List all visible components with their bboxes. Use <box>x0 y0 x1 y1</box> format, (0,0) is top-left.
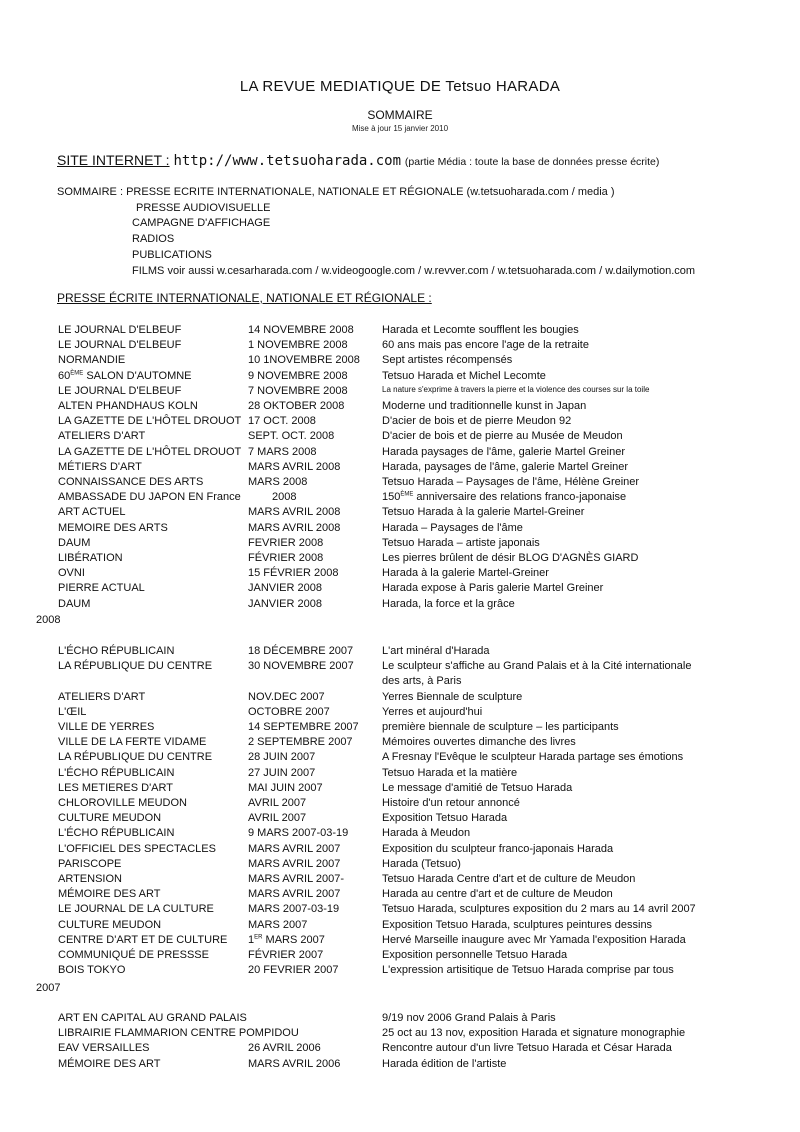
entry-source: L'ÉCHO RÉPUBLICAIN <box>58 645 175 657</box>
entry-source: EAV VERSAILLES <box>58 1042 150 1055</box>
entry-title: Exposition du sculpteur franco-japonais Harada <box>382 842 614 855</box>
entry-date: JANVIER 2008 <box>248 582 322 595</box>
entry-title: Tetsuo Harada, sculptures exposition du 2 mars au 14 avril 2007 <box>382 903 696 916</box>
entry-source: L'OFFICIEL DES SPECTACLES <box>58 842 216 855</box>
entry-source: VILLE DE LA FERTE VIDAME <box>58 736 207 749</box>
entry-source: MÉTIERS D'ART <box>58 460 142 473</box>
entry-title: Tetsuo Harada Centre d'art et de culture de Meudon <box>382 873 636 885</box>
entry-source: ART ACTUEL <box>58 506 126 519</box>
entry-date: 28 JUIN 2007 <box>248 751 316 764</box>
entry-title: Rencontre autour d'un livre Tetsuo Harada et César Harada <box>382 1042 672 1055</box>
entry-title: D'acier de bois et de pierre au Musée de Meudon <box>382 430 623 443</box>
entry-source: LIBRAIRIE FLAMMARION CENTRE POMPIDOU <box>58 1027 299 1040</box>
site-url-link[interactable]: http://www.tetsuoharada.com <box>173 153 402 169</box>
entry-source: PIERRE ACTUAL <box>58 582 145 595</box>
entry-date: SEPT. OCT. 2008 <box>248 430 335 443</box>
entry-source: DAUM <box>58 536 91 549</box>
entry-date: FÉVRIER 2007 <box>248 949 324 961</box>
entry-title: Mémoires ouvertes dimanche des livres <box>382 736 576 749</box>
entry-source: L'ÉCHO RÉPUBLICAIN <box>58 827 175 840</box>
entry-title: Tetsuo Harada et Michel Lecomte <box>382 369 546 382</box>
entry-source: PARISCOPE <box>58 857 122 870</box>
entry-title: Exposition Tetsuo Harada <box>382 812 508 825</box>
entry-date: MARS 2008 <box>248 476 308 488</box>
entry-date: MARS AVRIL 2008 <box>248 460 341 473</box>
entry-date: FEVRIER 2008 <box>248 536 324 549</box>
entry-source: ART EN CAPITAL AU GRAND PALAIS <box>58 1012 247 1024</box>
sommaire-item: PUBLICATIONS <box>132 248 212 261</box>
entry-source: NORMANDIE <box>58 354 126 367</box>
entry-source: L'ŒIL <box>58 705 87 718</box>
entry-date: AVRIL 2007 <box>248 797 307 809</box>
year-label: 2008 <box>36 614 61 626</box>
entry-date: 9 MARS 2007-03-19 <box>248 827 349 840</box>
entry-source: LA GAZETTE DE L'HÔTEL DROUOT <box>58 415 242 428</box>
entry-title: 25 oct au 13 nov, exposition Harada et signature monographie <box>382 1027 686 1040</box>
entry-source: LE JOURNAL D'ELBEUF <box>58 324 182 336</box>
entry-title: Tetsuo Harada – artiste japonais <box>382 536 540 549</box>
entry-date: FÉVRIER 2008 <box>248 552 324 564</box>
entry-source: LA GAZETTE DE L'HÔTEL DROUOT <box>58 445 242 458</box>
entry-source: L'ÉCHO RÉPUBLICAIN <box>58 766 175 779</box>
entry-date: 28 OKTOBER 2008 <box>248 400 345 412</box>
entry-source: ATELIERS D'ART <box>58 690 146 703</box>
entry-source: DAUM <box>58 597 91 610</box>
entry-date: MARS AVRIL 2007 <box>248 857 341 870</box>
entry-source: COMMUNIQUÉ DE PRESSSE <box>58 949 209 961</box>
entry-date: OCTOBRE 2007 <box>248 705 330 718</box>
entry-title: La nature s'exprime à travers la pierre et la violence des courses sur la toile <box>382 384 650 394</box>
page-subtitle: SOMMAIRE <box>367 108 433 122</box>
entry-title: Hervé Marseille inaugure avec Mr Yamada l'exposition Harada <box>382 933 686 946</box>
entry-title: 60 ans mais pas encore l'age de la retraite <box>382 339 589 352</box>
entry-title: Harada au centre d'art et de culture de Meudon <box>382 888 613 901</box>
entry-date: 27 JUIN 2007 <box>248 766 316 779</box>
entry-title: Histoire d'un retour annoncé <box>382 797 520 809</box>
entry-date: 9 NOVEMBRE 2008 <box>248 369 348 382</box>
entry-date: 14 SEPTEMBRE 2007 <box>248 721 359 733</box>
entry-title-superscript: ÈME <box>400 491 414 498</box>
entry-source: MÉMOIRE DES ART <box>58 888 161 901</box>
site-note: (partie Média : toute la base de données presse écrite) <box>404 156 660 168</box>
entry-source: CENTRE D'ART ET DE CULTURE <box>58 933 228 946</box>
sommaire-item: FILMS voir aussi w.cesarharada.com / w.videogoogle.com / w.revver.com / w.tetsuoharada.com / w.dailymotion.com <box>132 264 696 277</box>
entry-title: 9/19 nov 2006 Grand Palais à Paris <box>382 1012 556 1024</box>
entry-source: LE JOURNAL DE LA CULTURE <box>58 903 214 916</box>
entry-title: Tetsuo Harada – Paysages de l'âme, Hélène Greiner <box>382 476 640 488</box>
year-label: 2007 <box>36 982 61 994</box>
entry-source: CONNAISSANCE DES ARTS <box>58 476 204 488</box>
entry-title: Le message d'amitié de Tetsuo Harada <box>382 781 573 794</box>
entry-title: Harada – Paysages de l'âme <box>382 521 523 534</box>
entry-date: 7 MARS 2008 <box>248 445 317 458</box>
entry-title: D'acier de bois et de pierre Meudon 92 <box>382 415 572 428</box>
entry-title: Harada édition de l'artiste <box>382 1057 507 1070</box>
entry-title: Harada et Lecomte soufflent les bougies <box>382 324 579 336</box>
entry-title: Yerres Biennale de sculpture <box>382 690 523 703</box>
entry-date: 1ER MARS 2007 <box>248 933 325 946</box>
entry-source: 60ÈME SALON D'AUTOMNE <box>58 369 192 382</box>
entry-source: BOIS TOKYO <box>58 964 126 977</box>
entry-title: Les pierres brûlent de désir BLOG D'AGNÈS GIARD <box>382 552 639 564</box>
entry-title: Exposition Tetsuo Harada, sculptures peintures dessins <box>382 918 653 931</box>
site-label: SITE INTERNET : <box>57 152 170 168</box>
entry-title: Tetsuo Harada à la galerie Martel-Greiner <box>382 506 585 519</box>
entry-title: L'expression artisitique de Tetsuo Harada comprise par tous <box>382 964 674 977</box>
entry-date: 2008 <box>272 491 297 504</box>
entry-date: 10 1NOVEMBRE 2008 <box>248 354 360 367</box>
entry-title: Tetsuo Harada et la matière <box>382 766 518 779</box>
entry-date: 17 OCT. 2008 <box>248 415 316 428</box>
entry-title: première biennale de sculpture – les participants <box>382 721 619 733</box>
entry-source: LE JOURNAL D'ELBEUF <box>58 339 182 352</box>
entry-source: MEMOIRE DES ARTS <box>58 521 168 534</box>
sommaire-label: SOMMAIRE : <box>57 186 124 198</box>
entry-date: 1 NOVEMBRE 2008 <box>248 339 348 352</box>
entry-date: MARS AVRIL 2006 <box>248 1057 341 1070</box>
update-date: Mise à jour 15 janvier 2010 <box>351 124 449 133</box>
entry-source: LES METIERES D'ART <box>58 781 173 794</box>
section-title: PRESSE ÉCRITE INTERNATIONALE, NATIONALE ET RÉGIONALE : <box>57 291 432 305</box>
entry-title: Harada expose à Paris galerie Martel Greiner <box>382 582 604 595</box>
entry-date: 14 NOVEMBRE 2008 <box>248 324 354 336</box>
entry-title: Harada (Tetsuo) <box>382 857 461 870</box>
entry-date: 30 NOVEMBRE 2007 <box>248 660 354 673</box>
entry-date: 2 SEPTEMBRE 2007 <box>248 736 353 749</box>
entry-source: LE JOURNAL D'ELBEUF <box>58 384 182 397</box>
entry-title: Exposition personnelle Tetsuo Harada <box>382 949 568 961</box>
entry-date: MARS AVRIL 2007 <box>248 842 341 855</box>
entry-date: AVRIL 2007 <box>248 812 307 825</box>
entry-date-superscript: ER <box>254 934 263 941</box>
entry-source-superscript: ÈME <box>70 369 84 376</box>
entry-source: LIBÉRATION <box>58 552 123 564</box>
entry-title: Harada paysages de l'âme, galerie Martel Greiner <box>382 445 625 458</box>
entry-date: MARS AVRIL 2007- <box>248 873 344 885</box>
entry-title: A Fresnay l'Evêque le sculpteur Harada partage ses émotions <box>382 751 684 764</box>
entry-date: 15 FÉVRIER 2008 <box>248 567 339 580</box>
sommaire-item: PRESSE ECRITE INTERNATIONALE, NATIONALE ET RÉGIONALE (w.tetsuoharada.com / media ) <box>126 186 615 198</box>
entry-source: CULTURE MEUDON <box>58 918 162 931</box>
entry-source: CULTURE MEUDON <box>58 812 162 825</box>
entry-title: 150ÈME anniversaire des relations franco-japonaise <box>382 491 627 504</box>
entry-date: MARS AVRIL 2008 <box>248 521 341 534</box>
entry-source: AMBASSADE DU JAPON EN France <box>58 491 241 504</box>
entry-source: OVNI <box>58 567 85 580</box>
entry-source: MÉMOIRE DES ART <box>58 1057 161 1070</box>
entry-date: MAI JUIN 2007 <box>248 781 323 794</box>
entry-date: MARS AVRIL 2007 <box>248 888 341 901</box>
entry-date: 7 NOVEMBRE 2008 <box>248 384 348 397</box>
entry-source: ATELIERS D'ART <box>58 430 146 443</box>
entry-source: ALTEN PHANDHAUS KOLN <box>58 400 198 412</box>
entry-date: 20 FEVRIER 2007 <box>248 964 339 977</box>
entry-title: Harada à Meudon <box>382 827 471 840</box>
entry-title: Yerres et aujourd'hui <box>382 705 483 718</box>
sommaire-item: CAMPAGNE D'AFFICHAGE <box>132 217 271 230</box>
entry-title: Moderne und traditionnelle kunst in Japan <box>382 400 587 412</box>
entry-title: Harada à la galerie Martel-Greiner <box>382 567 549 580</box>
sommaire-item: RADIOS <box>132 233 175 246</box>
entry-date: MARS AVRIL 2008 <box>248 506 341 519</box>
entry-source: ARTENSION <box>58 873 122 885</box>
entry-date: MARS 2007 <box>248 918 308 931</box>
entry-date: JANVIER 2008 <box>248 597 322 610</box>
entry-date: 26 AVRIL 2006 <box>248 1042 321 1055</box>
entry-source: VILLE DE YERRES <box>58 721 155 733</box>
entry-title: Sept artistes récompensés <box>382 354 513 367</box>
entry-title-continuation: des arts, à Paris <box>382 675 462 688</box>
page-title: LA REVUE MEDIATIQUE DE Tetsuo HARADA <box>239 78 561 95</box>
sommaire-item: PRESSE AUDIOVISUELLE <box>136 201 271 214</box>
entry-title: Harada, paysages de l'âme, galerie Martel Greiner <box>382 460 629 473</box>
entry-date: NOV.DEC 2007 <box>248 690 325 703</box>
entry-date: 18 DÉCEMBRE 2007 <box>248 645 354 657</box>
entry-title: Harada, la force et la grâce <box>382 597 515 610</box>
entry-title: L'art minéral d'Harada <box>382 645 490 657</box>
entry-source: LA RÉPUBLIQUE DU CENTRE <box>58 660 213 673</box>
entry-title: Le sculpteur s'affiche au Grand Palais et à la Cité internationale <box>382 660 692 673</box>
entry-source: CHLOROVILLE MEUDON <box>58 797 187 809</box>
entry-source: LA RÉPUBLIQUE DU CENTRE <box>58 751 213 764</box>
entry-date: MARS 2007-03-19 <box>248 903 340 916</box>
